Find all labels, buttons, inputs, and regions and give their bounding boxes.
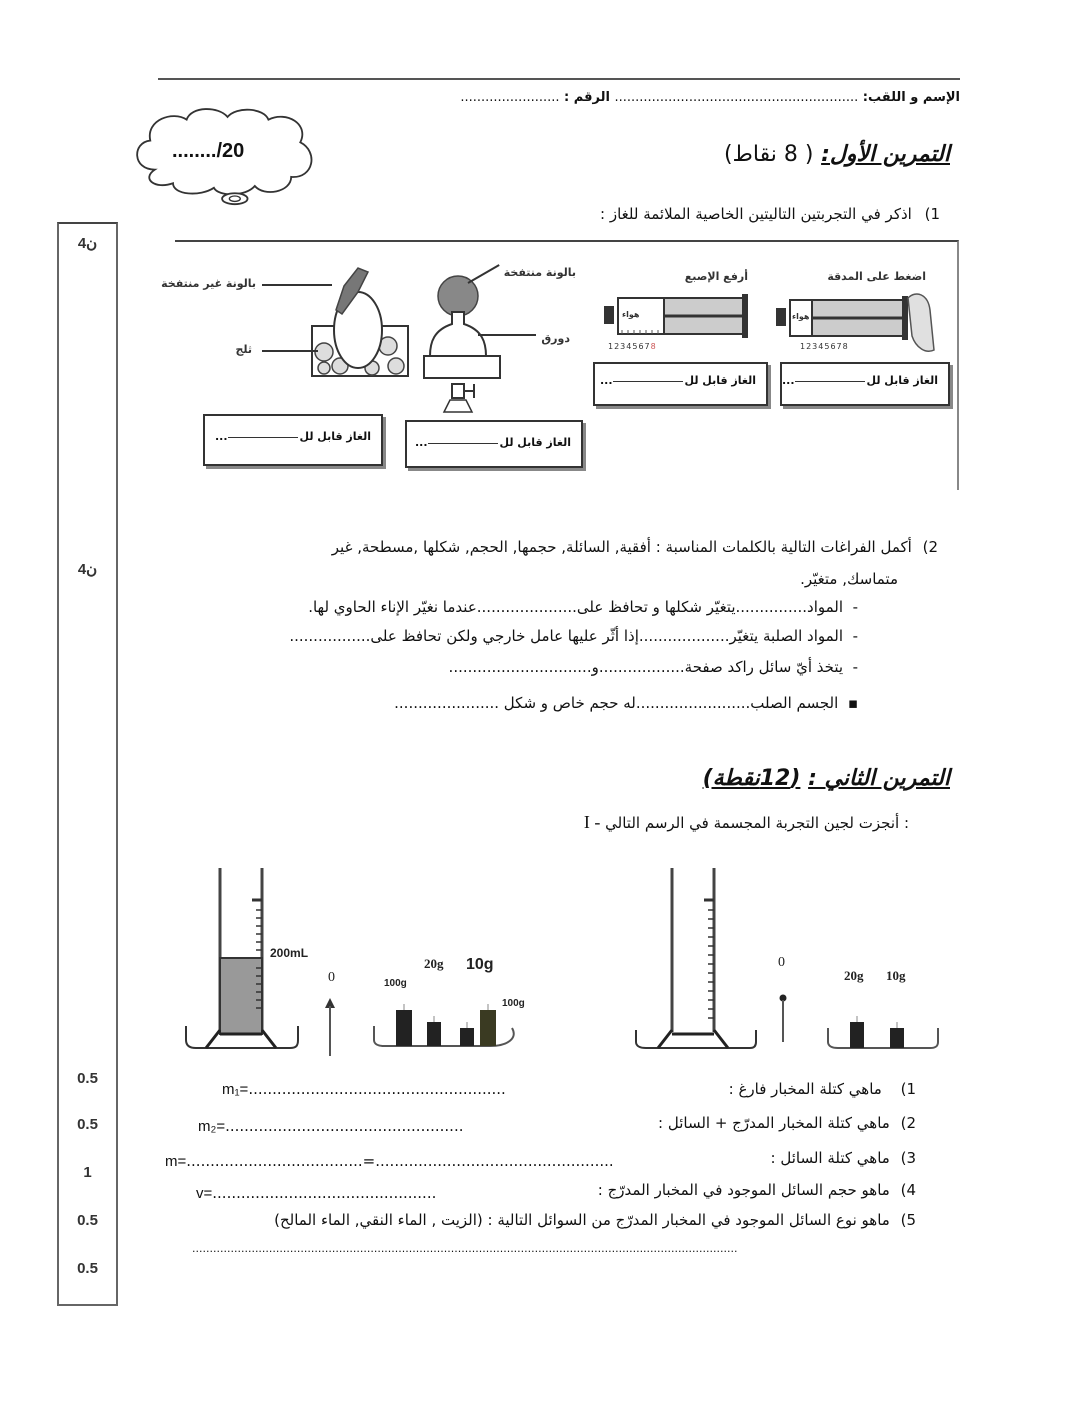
exercise1-title-text: التمرين الأول: [821, 142, 950, 167]
cylinder-volume-label: 200mL [270, 946, 309, 960]
answer-dots: ............................................... [212, 1184, 437, 1202]
question-row-4 [598, 1181, 916, 1199]
question-text: ماهي كتلة السائل : [770, 1149, 890, 1167]
answer-prefix: الغاز قابل لل [299, 430, 371, 443]
points-item: 0.5 [77, 1260, 98, 1277]
exercise2-part1 [584, 812, 933, 833]
answer-field-m[interactable] [165, 1152, 614, 1170]
weight-label: 100g [502, 998, 525, 1009]
answer-dots: ...................................................... [248, 1080, 506, 1098]
bullet: - [843, 627, 858, 645]
answer-label: m₁= [222, 1081, 249, 1098]
answer-box-syringe1[interactable] [593, 362, 768, 406]
exercise2-title [703, 766, 950, 791]
number-label: الرقم : [564, 90, 610, 105]
exercise1-q1 [600, 205, 940, 223]
answer-field-m2[interactable] [198, 1117, 463, 1135]
q2-text-continued: متماسك, متغيّر. [800, 570, 898, 588]
question-text: ماهي كتلة المخبار فارغ : [728, 1080, 882, 1098]
syringe2-scale: 12345678 [800, 342, 849, 351]
answer-label: m= [165, 1153, 187, 1170]
weight-label: 20g [844, 968, 864, 983]
answer-field-m1[interactable] [222, 1080, 506, 1098]
answer-field-v[interactable] [196, 1184, 436, 1202]
leader-line [478, 334, 536, 336]
answer-box-bottle[interactable] [203, 414, 383, 466]
number-field[interactable]: ........................ [460, 90, 560, 105]
answer-prefix: الغاز قابل لل [866, 374, 938, 387]
ice-label: ثلج [235, 343, 252, 356]
empty-cylinder-on-scale-icon [632, 864, 757, 1056]
fill-blank-line[interactable] [449, 658, 858, 676]
part1-number: I - [583, 812, 601, 832]
exercise2-points: (12نقطة) [702, 766, 801, 791]
balloon-deflated-label: بالونة غير منتفخة [161, 277, 256, 290]
q2-text: أكمل الفراغات التالية بالكلمات المناسبة : أفقية, السائلة, حجمها, الحجم, شكلها ,مسطحة, غير [331, 538, 912, 556]
answer-prefix: الغاز قابل لل [684, 374, 756, 387]
weight-label: 10g [886, 968, 906, 983]
points-item: 1 [83, 1164, 92, 1181]
answer-dots: .................................................. [225, 1117, 464, 1135]
fill-blank-text: المواد الصلبة يتغيّر...................إذا أثّر عليها عامل خارجي ولكن تحافظ على................. [289, 627, 844, 645]
bullet: ▪ [838, 694, 858, 712]
syringe1-air-label: هواء [622, 310, 640, 319]
weights-pan-right-icon [826, 1012, 942, 1052]
score-text: ......../20 [172, 140, 245, 162]
weight-label: 100g [384, 978, 407, 989]
filled-cylinder-on-scale-icon [182, 864, 302, 1056]
question-number: 1) [900, 1080, 916, 1098]
answer-dots: ... [214, 430, 228, 443]
fill-blank-text: المواد...............يتغيّر شكلها و تحافظ على.....................عندما نغيّر الإناء الحاوي لها. [308, 598, 844, 616]
points-item: 0.5 [77, 1070, 98, 1087]
syringe1-scale [608, 342, 657, 351]
answer-blank[interactable] [228, 437, 298, 438]
question-row-3 [771, 1149, 916, 1167]
fill-blank-text: يتخذ أيّ سائل راكد صفحة..................و.............................. [448, 658, 844, 676]
weights-pan-left-icon [372, 1000, 522, 1050]
weight-label: 10g [466, 956, 494, 973]
answer-dots: .....................................=.................................................. [186, 1152, 614, 1170]
fill-blank-line[interactable] [289, 627, 858, 645]
name-field[interactable]: ........................................................... [614, 90, 859, 105]
answer-label: v= [196, 1185, 213, 1202]
weight-label: 20g [424, 956, 444, 971]
question-text: ماهو نوع السائل الموجود في المخبار المدرّج من السوائل التالية : (الزيت , الماء النقي, الماء المالح) [274, 1211, 890, 1229]
points-item: 0.5 [77, 1116, 98, 1133]
q1-text: اذكر في التجربتين التاليتين الخاصية الملائمة للغاز : [600, 205, 912, 223]
answer-dots: ... [781, 374, 795, 387]
answer-dots: ... [599, 374, 613, 387]
question-row-2 [658, 1114, 916, 1132]
question-number: 3) [900, 1149, 916, 1167]
answer-label: m₂= [198, 1118, 226, 1135]
scale-zero-left: 0 [328, 970, 335, 985]
question-row-1 [729, 1080, 916, 1098]
q2-number: 2) [922, 538, 938, 556]
answer-blank[interactable] [613, 381, 683, 382]
answer-prefix: الغاز قابل لل [499, 436, 571, 449]
points-item: 4ن [77, 235, 98, 252]
name-label: الإسم و اللقب: [862, 90, 960, 105]
flask-label: دورق [541, 332, 570, 345]
fill-blank-line[interactable] [308, 598, 858, 616]
exercise1-points: ( 8 نقاط) [723, 142, 814, 167]
answer-dots: ... [414, 436, 428, 449]
syringe2-air-label: هواء [792, 312, 810, 321]
q1-number: 1) [924, 205, 940, 223]
points-column [57, 222, 118, 1306]
syringe1-caption: أرفع الإصبع [684, 270, 748, 283]
points-item: 4ن [77, 561, 98, 578]
bottle-in-ice-icon [300, 262, 420, 382]
answer-box-flask[interactable] [405, 420, 583, 468]
question-number: 5) [900, 1211, 916, 1229]
answer-box-syringe2[interactable] [780, 362, 950, 406]
student-info-line [460, 90, 960, 105]
answer-blank[interactable] [428, 443, 498, 444]
bullet: - [843, 658, 858, 676]
question-text: ماهو حجم السائل الموجود في المخبار المدرّج : [597, 1181, 890, 1199]
header-rule [158, 78, 960, 80]
exercise2-title-text: التمرين الثاني : [808, 766, 950, 791]
answer-blank[interactable] [795, 381, 865, 382]
question-text: ماهي كتلة المخبار المدرّج + السائل : [658, 1114, 890, 1132]
fill-blank-line[interactable] [394, 694, 858, 712]
balloon-inflated-label: بالونة منتفخة [503, 266, 576, 279]
arrow-up-icon [324, 998, 336, 1056]
bullet: - [843, 598, 858, 616]
exercise1-title [724, 142, 950, 167]
scale-pointer-icon [778, 994, 788, 1042]
syringe1-scale-digits: 1234567 [608, 342, 651, 351]
fill-blank-text: الجسم الصلب........................له حجم خاص و شكل ...................... [394, 694, 839, 712]
leader-line [262, 350, 318, 352]
leader-line [262, 284, 332, 286]
part1-text: أنجزت لجين التجربة المجسمة في الرسم التالي : [605, 814, 909, 832]
flask-heater-icon [420, 264, 520, 414]
exercise1-q2 [332, 538, 938, 556]
scale-zero-right: 0 [778, 955, 785, 970]
syringe1-scale-mark: 8 [650, 342, 657, 351]
points-item: 0.5 [77, 1212, 98, 1229]
question-number: 2) [900, 1114, 916, 1132]
question-row-5 [274, 1211, 916, 1229]
syringe2-caption: اضغط على المدقة [827, 270, 926, 283]
answer-field-q5[interactable]: ............................................................................................................................................................ [192, 1242, 738, 1255]
question-number: 4) [900, 1181, 916, 1199]
